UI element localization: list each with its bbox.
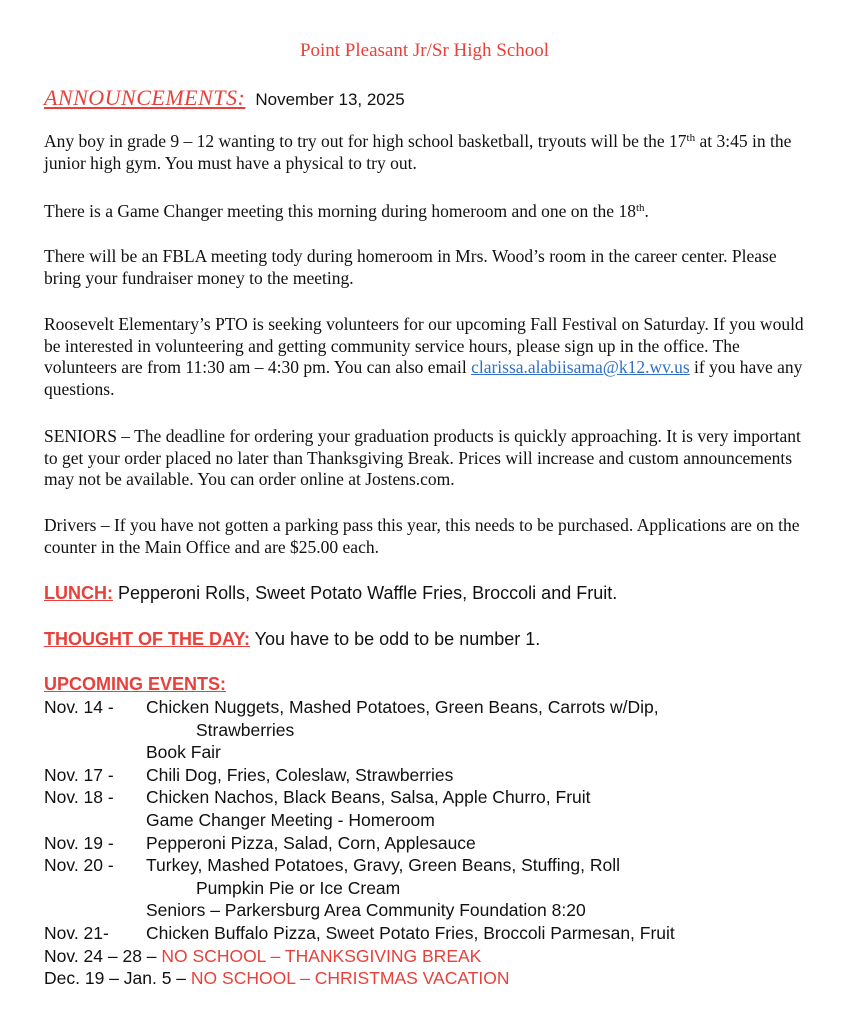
- event-text: Chili Dog, Fries, Coleslaw, Strawberries: [146, 764, 454, 785]
- announcement-date: November 13, 2025: [255, 90, 405, 109]
- event-date: Nov. 18 -: [44, 787, 114, 808]
- event-text: Turkey, Mashed Potatoes, Gravy, Green Beans, Stuffing, Roll: [146, 855, 621, 876]
- seniors-announcement: SENIORS – The deadline for ordering your graduation products is quickly approaching. It is very important to get your order placed no later than Thanksgiving Break. Prices will increase and custom announcements may not be available. You can order online at Jostens.com.: [44, 426, 801, 489]
- event-row: [44, 696, 834, 719]
- event-row: [44, 922, 834, 945]
- superscript: th: [686, 132, 696, 144]
- event-text: Game Changer Meeting - Homeroom: [146, 809, 435, 830]
- thought-section: [44, 629, 540, 650]
- superscript: th: [635, 202, 645, 214]
- event-row: [44, 809, 834, 832]
- game-changer-text-cont: .: [644, 201, 649, 221]
- school-title: Point Pleasant Jr/Sr High School: [299, 40, 550, 61]
- no-school-notice: NO SCHOOL – THANKSGIVING BREAK: [161, 945, 482, 966]
- drivers-announcement: Drivers – If you have not gotten a parking pass this year, this needs to be purchased. Applications are on the counter in the Main Office and are $25.00 each.: [44, 515, 800, 557]
- upcoming-label: UPCOMING EVENTS:: [44, 674, 227, 694]
- event-row: [44, 899, 834, 922]
- lunch-menu: Pepperoni Rolls, Sweet Potato Waffle Fries, Broccoli and Fruit.: [113, 583, 618, 603]
- thanksgiving-break: [44, 945, 834, 968]
- pto-text: Roosevelt Elementary’s PTO is seeking volunteers for our upcoming Fall Festival on Saturday. If you would be interested in volunteering and getting community service hours, please sign up in the office. The volunteers are from 11:30 am – 4:30 pm. You can also email: [44, 314, 804, 377]
- event-text: Strawberries: [196, 719, 295, 740]
- event-text: Chicken Nuggets, Mashed Potatoes, Green Beans, Carrots w/Dip,: [146, 697, 659, 717]
- event-text: Chicken Nachos, Black Beans, Salsa, Apple Churro, Fruit: [146, 787, 591, 808]
- event-row: [44, 786, 834, 809]
- event-text: Seniors – Parkersburg Area Community Foundation 8:20: [146, 900, 586, 921]
- basketball-announcement: [44, 131, 814, 174]
- event-date: Dec. 19 – Jan. 5 –: [44, 968, 191, 989]
- event-date: Nov. 20 -: [44, 855, 114, 876]
- event-date: Nov. 19 -: [44, 832, 114, 853]
- event-date: Nov. 14 -: [44, 697, 114, 717]
- event-date: Nov. 21-: [44, 922, 109, 943]
- announcements-header: [44, 85, 405, 111]
- event-row: [44, 854, 834, 877]
- game-changer-announcement: [44, 201, 814, 223]
- fbla-announcement: There will be an FBLA meeting tody during homeroom in Mrs. Wood’s room in the career center. Please bring your fundraiser money to the meeting.: [44, 246, 777, 288]
- thought-text: You have to be odd to be number 1.: [250, 629, 541, 649]
- announcements-heading: ANNOUNCEMENTS:: [44, 85, 246, 110]
- game-changer-text: There is a Game Changer meeting this morning during homeroom and one on the 18: [44, 201, 636, 221]
- events-list: [44, 696, 834, 990]
- no-school-notice: NO SCHOOL – CHRISTMAS VACATION: [190, 968, 510, 989]
- pto-announcement: [44, 314, 814, 400]
- event-row: [44, 741, 834, 764]
- event-text: Pepperoni Pizza, Salad, Corn, Applesauce: [146, 832, 476, 853]
- basketball-text-cont: at 3:45 in the junior high gym. You must have a physical to try out.: [44, 131, 792, 173]
- event-text: Pumpkin Pie or Ice Cream: [196, 877, 401, 898]
- event-text: Chicken Buffalo Pizza, Sweet Potato Fries, Broccoli Parmesan, Fruit: [146, 922, 675, 943]
- event-row: [44, 832, 834, 855]
- thought-label: THOUGHT OF THE DAY:: [44, 629, 250, 649]
- lunch-section: [44, 583, 617, 604]
- christmas-vacation: [44, 967, 834, 990]
- event-row: [44, 719, 834, 742]
- event-date: Nov. 17 -: [44, 764, 114, 785]
- basketball-text: Any boy in grade 9 – 12 wanting to try out for high school basketball, tryouts will be the 17: [44, 131, 687, 151]
- upcoming-events-heading: [44, 674, 226, 695]
- event-row: [44, 877, 834, 900]
- event-text: Book Fair: [146, 742, 221, 763]
- event-row: [44, 764, 834, 787]
- pto-text-cont: if you have any questions.: [44, 357, 803, 399]
- event-date: Nov. 24 – 28 –: [44, 945, 162, 966]
- email-link[interactable]: clarissa.alabiisama@k12.wv.us: [471, 357, 690, 377]
- lunch-label: LUNCH:: [44, 583, 113, 603]
